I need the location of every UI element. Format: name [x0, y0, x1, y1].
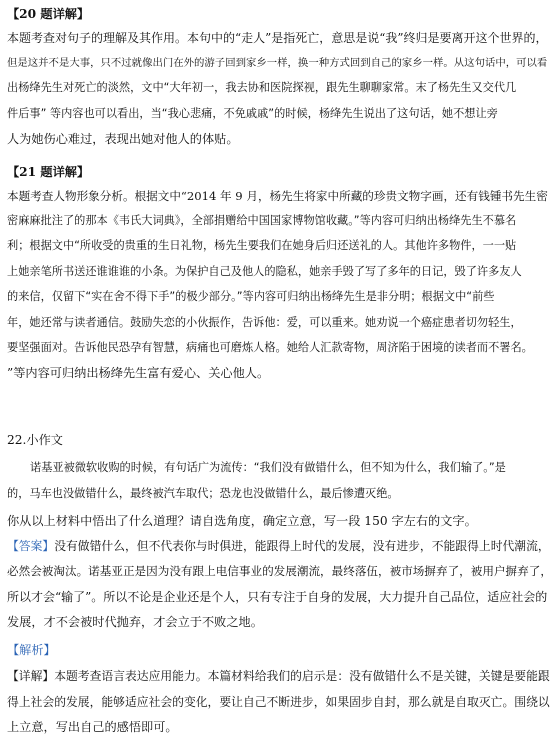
q21-line-6: 年，她还常与读者通信。鼓励失恋的小伙振作，告诉他：爱，可以重来。她劝说一个癌症患者切勿轻生， [7, 316, 522, 329]
q20-line-1: 本题考查对句子的理解及其作用。本句中的“走人”是指死亡，意思是说“我”终归是要离开这个世界的， [7, 31, 548, 45]
q21-line-7: 要坚强面对。告诉他民恐孕有智慧，病痛也可磨炼人格。她给人汇款寄物，周济陷于困境的读者而不署名。 [7, 341, 533, 354]
q22-answer-line-1 [7, 538, 550, 554]
q22-answer-line-2: 必然会被淘汰。诺基亚正是因为没有跟上电信事业的发展潮流，最终落伍，被市场摒弃了，被用户摒弃了， [7, 564, 552, 578]
detail-label: 【详解】 [7, 669, 55, 683]
q20-line-2: 但是这并不是大事，只不过就像出门在外的游子回到家乡一样，换一种方式回到自己的家乡一样。从这句话中，可以看 [7, 57, 548, 69]
q21-line-3: 利；根据文中“所收受的贵重的生日礼物，杨先生要我们在她身后归还送礼的人。其他许多物件，一一贴 [7, 239, 517, 252]
answer-text-1: 没有做错什么，但不代表你与时俱进，能跟得上时代的发展，没有进步，不能跟得上时代潮流， [54, 539, 550, 553]
answer-label: 【答案】 [7, 539, 55, 553]
q21-line-8: ”等内容可归纳出杨绛先生富有爱心、关心他人。 [7, 366, 270, 380]
q21-line-2: 密麻麻批注了的那本《韦氏大词典》，全部捐赠给中国国家博物馆收藏。”等内容可归纳出杨绛先生不慕名 [7, 214, 517, 227]
q22-detail-line-1 [7, 668, 550, 684]
q20-line-5: 人为她伤心难过，表现出她对他人的体贴。 [7, 132, 239, 146]
q21-header: 【21 题详解】 [7, 165, 90, 179]
q22-detail-line-3: 上立意，写出自己的感悟即可。 [7, 720, 178, 734]
q21-line-5: 的来信，仅留下“实在舍不得下手”的极少部分。”等内容可归纳出杨绛先生是非分明；根据文中“前些 [7, 290, 495, 303]
q22-material-line-1: 诺基亚被微软收购的时候，有句话广为流传：“我们没有做错什么，但不知为什么，我们输了。”是 [30, 461, 506, 474]
q22-answer-line-3: 所以才会“输了”。所以不论是企业还是个人，只有专注于自身的发展，大力提升自己品位，适应社会的 [7, 590, 548, 604]
q22-header: 22.小作文 [7, 433, 63, 447]
detail-text-1: 本题考查语言表达应用能力。本篇材料给我们的启示是：没有做错什么不是关键，关键是要能跟 [54, 669, 550, 683]
q21-line-4: 上她亲笔所书送还谁谁谁的小条。为保护自己及他人的隐私，她亲手毁了写了多年的日记，毁了许多友人 [7, 265, 522, 278]
q20-header: 【20 题详解】 [7, 7, 90, 21]
analysis-label: 【解析】 [7, 643, 56, 657]
q22-detail-line-2: 得上社会的发展，能够适应社会的变化，要让自己不断进步，如果固步自封，那么就是自取灭亡。围绕以 [7, 695, 550, 709]
q21-line-1: 本题考查人物形象分析。根据文中“2014 年 9 月，杨先生将家中所藏的珍贵文物字画，还有钱锺书先生密 [7, 189, 548, 203]
q20-line-4: 件后事” 等内容也可以看出，当“我心悲痛，不免戚戚”的时候，杨绛先生说出了这句话，她不想让旁 [7, 107, 498, 120]
q22-prompt: 你从以上材料中悟出了什么道理？请自选角度，确定立意，写一段 150 字左右的文字。 [7, 514, 477, 528]
q22-material-line-2: 的，马车也没做错什么，最终被汽车取代；恐龙也没做错什么，最后惨遭灭绝。 [7, 487, 399, 500]
q20-line-3: 出杨绛先生对死亡的淡然，文中“大年初一，我去协和医院探视，跟先生聊聊家常。末了杨先生又交代几 [7, 81, 517, 94]
q22-answer-line-4: 发展，才不会被时代抛弃，才会立于不败之地。 [7, 615, 263, 629]
